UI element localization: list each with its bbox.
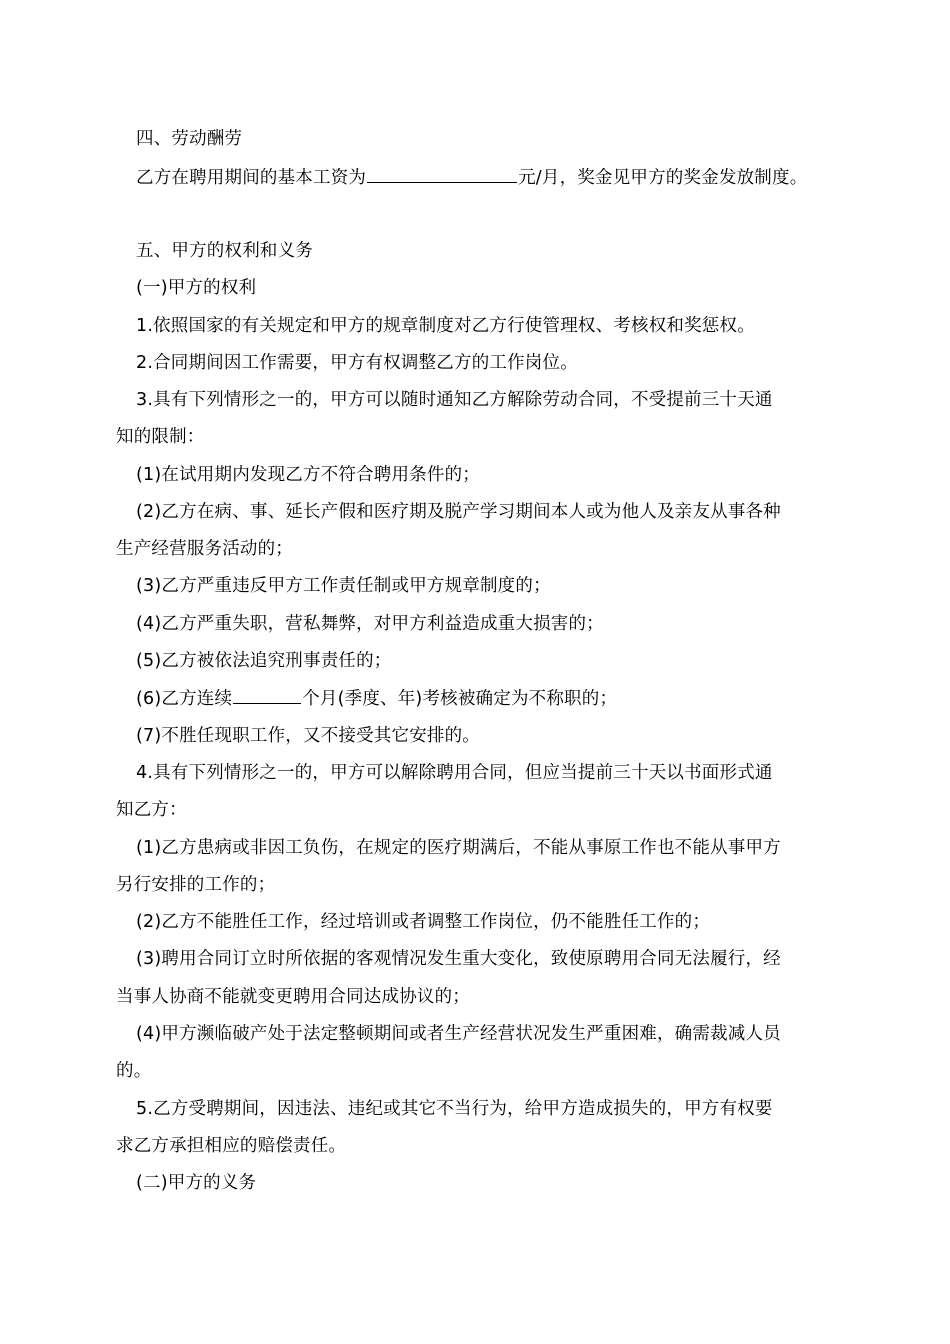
item-4-sub-4-line-2: 的。	[116, 1061, 152, 1081]
salary-line	[136, 166, 807, 189]
rights-title: (一)甲方的权利	[136, 278, 257, 298]
item-3-sub-5: (5)乙方被依法追究刑事责任的；	[136, 651, 392, 671]
item-3-sub-6-after: 个月(季度、年)考核被确定为不称职的；	[302, 689, 618, 709]
item-3-sub-6	[136, 687, 617, 710]
item-4-sub-1-line-2: 另行安排的工作的；	[116, 875, 276, 895]
salary-text-after: 元/月，奖金见甲方的奖金发放制度。	[518, 168, 808, 188]
rights-item-3-line-1: 3.具有下列情形之一的，甲方可以随时通知乙方解除劳动合同，不受提前三十天通	[136, 390, 773, 410]
item-3-sub-2-line-2: 生产经营服务活动的；	[116, 539, 293, 559]
section-5-title: 五、甲方的权利和义务	[136, 241, 313, 261]
item-4-sub-2: (2)乙方不能胜任工作，经过培训或者调整工作岗位，仍不能胜任工作的；	[136, 912, 711, 932]
salary-blank[interactable]	[367, 166, 517, 183]
item-4-sub-1-line-1: (1)乙方患病或非因工负伤，在规定的医疗期满后，不能从事原工作也不能从事甲方	[136, 838, 781, 858]
rights-item-2: 2.合同期间因工作需要，甲方有权调整乙方的工作岗位。	[136, 353, 578, 373]
rights-item-3-line-2: 知的限制：	[116, 427, 205, 447]
item-3-sub-1: (1)在试用期内发现乙方不符合聘用条件的；	[136, 465, 480, 485]
rights-item-5-line-2: 求乙方承担相应的赔偿责任。	[116, 1136, 347, 1156]
item-3-sub-4: (4)乙方严重失职，营私舞弊，对甲方利益造成重大损害的；	[136, 614, 604, 634]
item-3-sub-6-before: (6)乙方连续	[136, 689, 233, 709]
months-blank[interactable]	[233, 687, 301, 704]
rights-item-4-line-2: 知乙方：	[116, 800, 187, 820]
section-4-title: 四、劳动酬劳	[136, 129, 243, 149]
item-4-sub-3-line-2: 当事人协商不能就变更聘用合同达成协议的；	[116, 987, 470, 1007]
item-3-sub-2-line-1: (2)乙方在病、事、延长产假和医疗期及脱产学习期间本人或为他人及亲友从事各种	[136, 502, 781, 522]
item-3-sub-7: (7)不胜任现职工作，又不接受其它安排的。	[136, 726, 480, 746]
item-3-sub-3: (3)乙方严重违反甲方工作责任制或甲方规章制度的；	[136, 576, 551, 596]
rights-item-4-line-1: 4.具有下列情形之一的，甲方可以解除聘用合同，但应当提前三十天以书面形式通	[136, 763, 773, 783]
duties-title: (二)甲方的义务	[136, 1173, 257, 1193]
rights-item-5-line-1: 5.乙方受聘期间，因违法、违纪或其它不当行为，给甲方造成损失的，甲方有权要	[136, 1099, 773, 1119]
salary-text-before: 乙方在聘用期间的基本工资为	[136, 168, 367, 188]
item-4-sub-3-line-1: (3)聘用合同订立时所依据的客观情况发生重大变化，致使原聘用合同无法履行，经	[136, 949, 781, 969]
item-4-sub-4-line-1: (4)甲方濒临破产处于法定整顿期间或者生产经营状况发生严重困难，确需裁减人员	[136, 1024, 781, 1044]
rights-item-1: 1.依照国家的有关规定和甲方的规章制度对乙方行使管理权、考核权和奖惩权。	[136, 316, 755, 336]
